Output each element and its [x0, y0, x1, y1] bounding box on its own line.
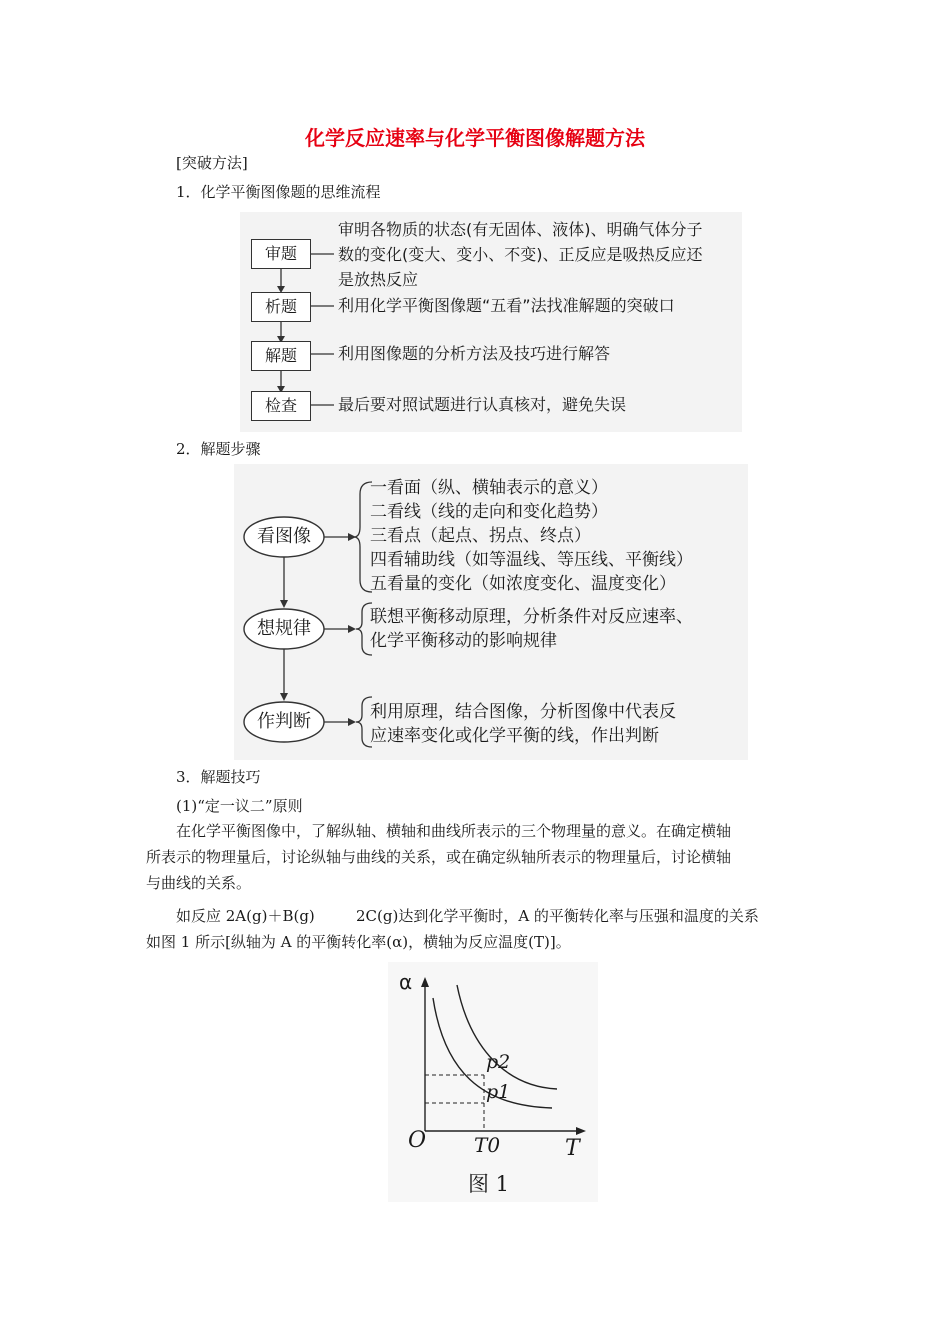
- node-label-think: 想规律: [257, 618, 311, 639]
- curve-p2: [457, 985, 557, 1089]
- para2-line1-part1: 如反应 2A(g)＋B(g): [176, 907, 315, 925]
- step-box-review: 审题: [251, 239, 311, 269]
- node-label-look: 看图像: [257, 526, 311, 547]
- judge-line-2: 应速率变化或化学平衡的线，作出判断: [370, 726, 659, 746]
- figure-caption: 图 1: [468, 1172, 510, 1196]
- look-line-3: 三看点（起点、拐点、终点）: [370, 526, 591, 546]
- step-desc-review-line3: 是放热反应: [338, 270, 419, 289]
- para2-line1-part2: 2C(g)达到化学平衡时，A 的平衡转化率与压强和温度的关系: [356, 907, 759, 925]
- para1-line3: 与曲线的关系。: [146, 874, 252, 892]
- x-tick-label: T0: [474, 1133, 501, 1157]
- section-label: [突破方法]: [176, 154, 248, 172]
- item3-heading: 3．解题技巧: [176, 768, 261, 786]
- para1-line2: 所表示的物理量后，讨论纵轴与曲线的关系，或在确定纵轴所表示的物理量后，讨论横轴: [146, 848, 732, 866]
- look-line-2: 二看线（线的走向和变化趋势）: [370, 502, 608, 522]
- step-desc-check: 最后要对照试题进行认真核对，避免失误: [338, 395, 627, 414]
- item2-heading: 2．解题步骤: [176, 440, 261, 458]
- item1-heading: 1．化学平衡图像题的思维流程: [176, 183, 381, 201]
- para2-line2: 如图 1 所示[纵轴为 A 的平衡转化率(α)，横轴为反应温度(T)]。: [146, 933, 571, 951]
- look-line-1: 一看面（纵、横轴表示的意义）: [370, 478, 608, 498]
- x-axis-label: T: [565, 1136, 580, 1161]
- curve-label-p1: p1: [486, 1081, 511, 1103]
- step-desc-review-line2: 数的变化(变大、变小、不变)、正反应是吸热反应还: [338, 245, 703, 264]
- step-box-analyze: 析题: [251, 292, 311, 322]
- page-title: 化学反应速率与化学平衡图像解题方法: [305, 126, 645, 150]
- step-desc-analyze: 利用化学平衡图像题“五看”法找准解题的突破口: [338, 296, 675, 315]
- curve-label-p2: p2: [486, 1051, 511, 1073]
- y-axis-label: α: [399, 970, 413, 994]
- think-line-1: 联想平衡移动原理，分析条件对反应速率、: [370, 607, 693, 627]
- judge-line-1: 利用原理，结合图像，分析图像中代表反: [370, 702, 676, 722]
- item3-sub1: (1)“定一议二”原则: [176, 797, 303, 815]
- step-desc-solve: 利用图像题的分析方法及技巧进行解答: [338, 344, 611, 363]
- look-line-5: 五看量的变化（如浓度变化、温度变化）: [370, 574, 676, 594]
- step-box-solve: 解题: [251, 341, 311, 371]
- origin-label: O: [408, 1128, 427, 1153]
- think-line-2: 化学平衡移动的影响规律: [370, 631, 557, 651]
- para1-line1: 在化学平衡图像中，了解纵轴、横轴和曲线所表示的三个物理量的意义。在确定横轴: [176, 822, 732, 840]
- look-line-4: 四看辅助线（如等温线、等压线、平衡线）: [370, 550, 693, 570]
- step-box-check: 检查: [251, 391, 311, 421]
- step-desc-review-line1: 审明各物质的状态(有无固体、液体)、明确气体分子: [338, 220, 703, 239]
- node-label-judge: 作判断: [257, 711, 311, 732]
